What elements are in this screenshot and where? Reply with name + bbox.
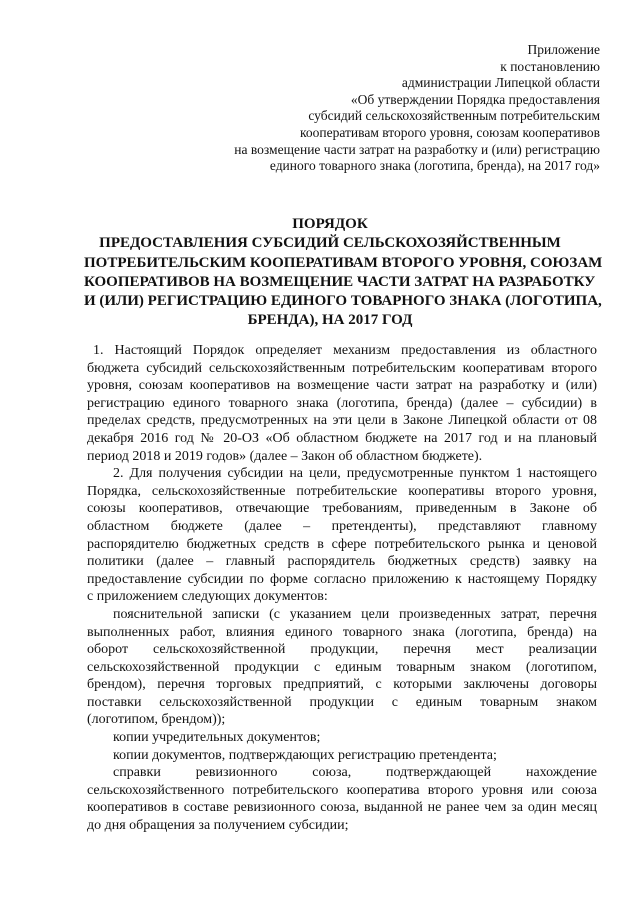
- header-line: «Об утверждении Порядка предоставления: [350, 91, 600, 107]
- body-line: брендом), перечня торговых предприятий, с которыми заключены договоры: [87, 677, 597, 693]
- body-line: бюджета субсидий сельскохозяйственным потребительским кооперативам второго: [87, 360, 597, 376]
- body-line: с приложением следующих документов:: [87, 589, 328, 605]
- body-line: уровня, союзам кооперативов на возмещение части затрат на разработку и (или): [87, 378, 597, 394]
- title-line: КООПЕРАТИВОВ НА ВОЗМЕЩЕНИЕ ЧАСТИ ЗАТРАТ НА РАЗРАБОТКУ: [84, 273, 596, 290]
- body-line: областном бюджете (далее – претенденты), представляют главному: [87, 518, 597, 534]
- header-line: кооперативам второго уровня, союзам кооперативов: [300, 124, 600, 140]
- body-line: сельскохозяйственной продукции с единым товарным знаком (логотипом,: [87, 659, 597, 675]
- body-line: поставки сельскохозяйственной продукции с единым товарным знаком: [87, 694, 597, 710]
- appendix-header: [140, 42, 600, 175]
- body-line: Порядка, сельскохозяйственные потребительские кооперативы второго уровня,: [87, 483, 597, 499]
- body-line: декабря 2016 год № 20-ОЗ «Об областном бюджете на 2017 год и на плановый: [87, 430, 597, 446]
- body-line: выполненных работ, влияния единого товарного знака (логотипа, бренда) на: [87, 624, 597, 640]
- body-line: пояснительной записки (с указанием цели произведенных затрат, перечня: [113, 606, 597, 622]
- body-line: (логотипом, брендом));: [87, 712, 226, 728]
- document-title: [84, 215, 603, 331]
- body-line: 1. Настоящий Порядок определяет механизм предоставления из областного: [93, 343, 597, 358]
- body-line: распорядителю бюджетных средств в сфере потребительского рынка и ценовой: [87, 536, 597, 552]
- title-line: ПОРЯДОК: [292, 216, 368, 232]
- body-line: копии документов, подтверждающих регистрацию претендента;: [113, 747, 497, 763]
- header-line: единого товарного знака (логотипа, бренда), на 2017 год»: [269, 158, 600, 174]
- body-line: союзы кооперативов, отвечающие требованиям, приведенным в Законе об: [87, 501, 597, 517]
- body-line: период 2018 и 2019 годов» (далее – Закон об областном бюджете).: [87, 448, 483, 464]
- title-line: БРЕНДА), НА 2017 ГОД: [247, 312, 413, 329]
- header-line: к постановлению: [500, 58, 600, 74]
- body-line: политики (далее – главный распорядитель бюджетных средств) заявку на: [87, 554, 597, 570]
- body-line: предоставление субсидии по форме согласно приложению к настоящему Порядку: [87, 571, 597, 587]
- body-line: пределах средств, предусмотренных на эти цели в Законе Липецкой области от 08: [87, 413, 597, 429]
- body-line: справки ревизионного союза, подтверждающей нахождение: [113, 765, 597, 781]
- body-line: кооперативов в составе ревизионного союза, выданной не ранее чем за один месяц: [87, 800, 597, 816]
- title-line: ПРЕДОСТАВЛЕНИЯ СУБСИДИЙ СЕЛЬСКОХОЗЯЙСТВЕННЫМ: [99, 235, 561, 252]
- body-line: регистрацию единого товарного знака (логотипа, бренда) (далее – субсидии) в: [87, 395, 597, 411]
- body-line: сельскохозяйственного потребительского кооператива второго уровня или союза: [87, 782, 597, 798]
- body-line: до дня обращения за получением субсидии;: [87, 818, 349, 834]
- title-line: ПОТРЕБИТЕЛЬСКИМ КООПЕРАТИВАМ ВТОРОГО УРОВНЯ, СОЮЗАМ: [84, 254, 603, 271]
- header-line: субсидий сельскохозяйственным потребительским: [308, 108, 600, 124]
- header-line: Приложение: [527, 42, 600, 57]
- body-line: оборот сельскохозяйственной продукции, перечня мест реализации: [87, 642, 597, 658]
- body-line: копии учредительных документов;: [113, 730, 321, 746]
- title-line: И (ИЛИ) РЕГИСТРАЦИЮ ЕДИНОГО ТОВАРНОГО ЗНАКА (ЛОГОТИПА,: [84, 293, 602, 310]
- header-line: администрации Липецкой области: [401, 75, 600, 91]
- document-body: [87, 342, 597, 835]
- header-line: на возмещение части затрат на разработку и (или) регистрацию: [234, 141, 600, 157]
- body-line: 2. Для получения субсидии на цели, предусмотренные пунктом 1 настоящего: [113, 466, 597, 482]
